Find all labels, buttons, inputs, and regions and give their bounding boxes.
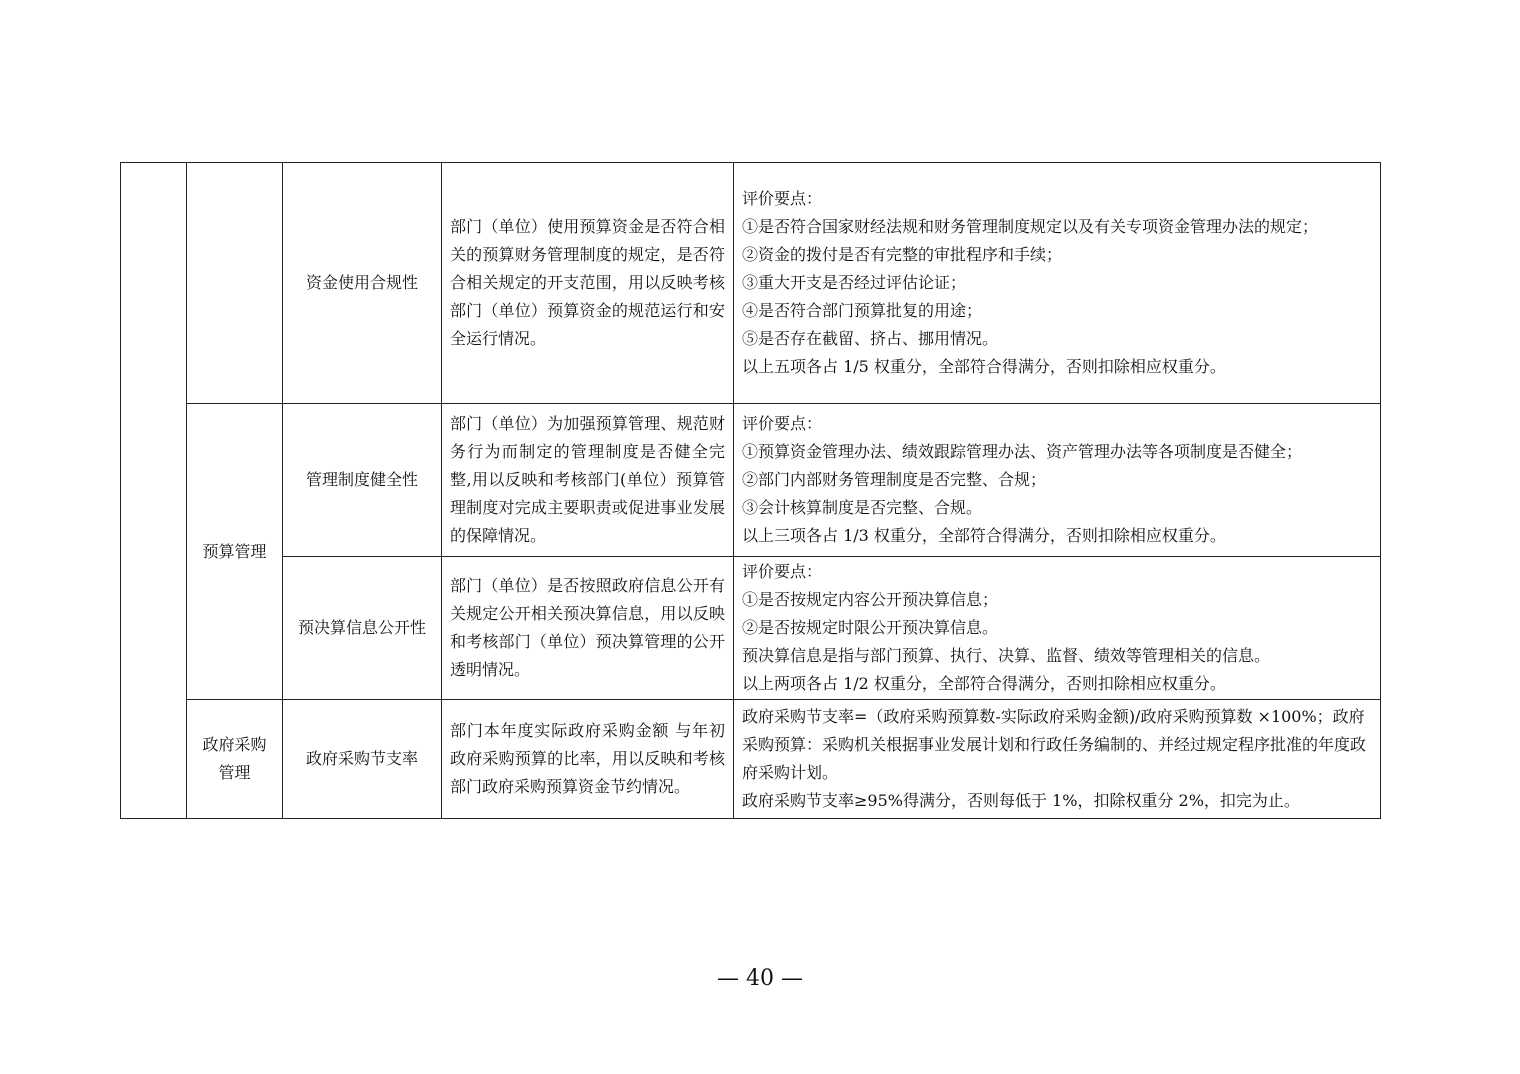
description-cell: 部门（单位）是否按照政府信息公开有关规定公开相关预决算信息，用以反映和考核部门（单位）预决算管理的公开透明情况。 <box>442 557 734 700</box>
criteria-line: 评价要点： <box>742 414 823 433</box>
evaluation-table <box>120 162 1381 819</box>
criteria-line: ②资金的拨付是否有完整的审批程序和手续； <box>742 245 1063 264</box>
criteria-line: ①是否符合国家财经法规和财务管理制度规定以及有关专项资金管理办法的规定； <box>742 217 1319 236</box>
table-row <box>121 163 1381 404</box>
criteria-line: ①预算资金管理办法、绩效跟踪管理办法、资产管理办法等各项制度是否健全； <box>742 442 1303 461</box>
criteria-line: 评价要点： <box>742 562 823 581</box>
criteria-cell <box>734 404 1381 557</box>
criteria-line: 以上五项各占 1/5 权重分，全部符合得满分，否则扣除相应权重分。 <box>742 357 1226 376</box>
description-cell: 部门（单位）为加强预算管理、规范财务行为而制定的管理制度是否健全完整,用以反映和考核部门(单位）预算管理制度对完成主要职责或促进事业发展的保障情况。 <box>442 404 734 557</box>
criteria-line: 评价要点： <box>742 189 823 208</box>
criteria-line: ①是否按规定内容公开预决算信息； <box>742 590 999 609</box>
criteria-line: 预决算信息是指与部门预算、执行、决算、监督、绩效等管理相关的信息。 <box>742 646 1271 665</box>
indicator-cell: 管理制度健全性 <box>283 404 442 557</box>
criteria-line: ②是否按规定时限公开预决算信息。 <box>742 618 999 637</box>
criteria-line: ⑤是否存在截留、挤占、挪用情况。 <box>742 329 999 348</box>
criteria-line: ③重大开支是否经过评估论证； <box>742 273 967 292</box>
criteria-cell <box>734 557 1381 700</box>
group-cell: 政府采购管理 <box>187 700 283 819</box>
criteria-cell <box>734 163 1381 404</box>
group-cell: 预算管理 <box>187 404 283 700</box>
description-cell: 部门本年度实际政府采购金额 与年初政府采购预算的比率，用以反映和考核部门政府采购预算资金节约情况。 <box>442 700 734 819</box>
criteria-line: 政府采购节支率≥95%得满分，否则每低于 1%，扣除权重分 2%，扣完为止。 <box>742 791 1300 810</box>
criteria-line: ④是否符合部门预算批复的用途； <box>742 301 983 320</box>
table-row <box>121 404 1381 557</box>
criteria-cell <box>734 700 1381 819</box>
category-cell <box>121 163 187 819</box>
table-row <box>121 557 1381 700</box>
table-row <box>121 700 1381 819</box>
group-cell-empty <box>187 163 283 404</box>
page-number: — 40 — <box>717 966 803 991</box>
criteria-line: ③会计核算制度是否完整、合规。 <box>742 498 983 517</box>
description-cell: 部门（单位）使用预算资金是否符合相关的预算财务管理制度的规定，是否符合相关规定的开支范围，用以反映考核部门（单位）预算资金的规范运行和安全运行情况。 <box>442 163 734 404</box>
criteria-line: ②部门内部财务管理制度是否完整、合规； <box>742 470 1047 489</box>
criteria-line: 以上三项各占 1/3 权重分，全部符合得满分，否则扣除相应权重分。 <box>742 526 1226 545</box>
criteria-line: 政府采购节支率=（政府采购预算数-实际政府采购金额)/政府采购预算数 ×100%；政府采购预算：采购机关根据事业发展计划和行政任务编制的、并经过规定程序批准的年度政府采购计划。 <box>742 707 1367 782</box>
indicator-cell: 预决算信息公开性 <box>283 557 442 700</box>
indicator-cell: 政府采购节支率 <box>283 700 442 819</box>
indicator-cell: 资金使用合规性 <box>283 163 442 404</box>
criteria-line: 以上两项各占 1/2 权重分，全部符合得满分，否则扣除相应权重分。 <box>742 674 1226 693</box>
